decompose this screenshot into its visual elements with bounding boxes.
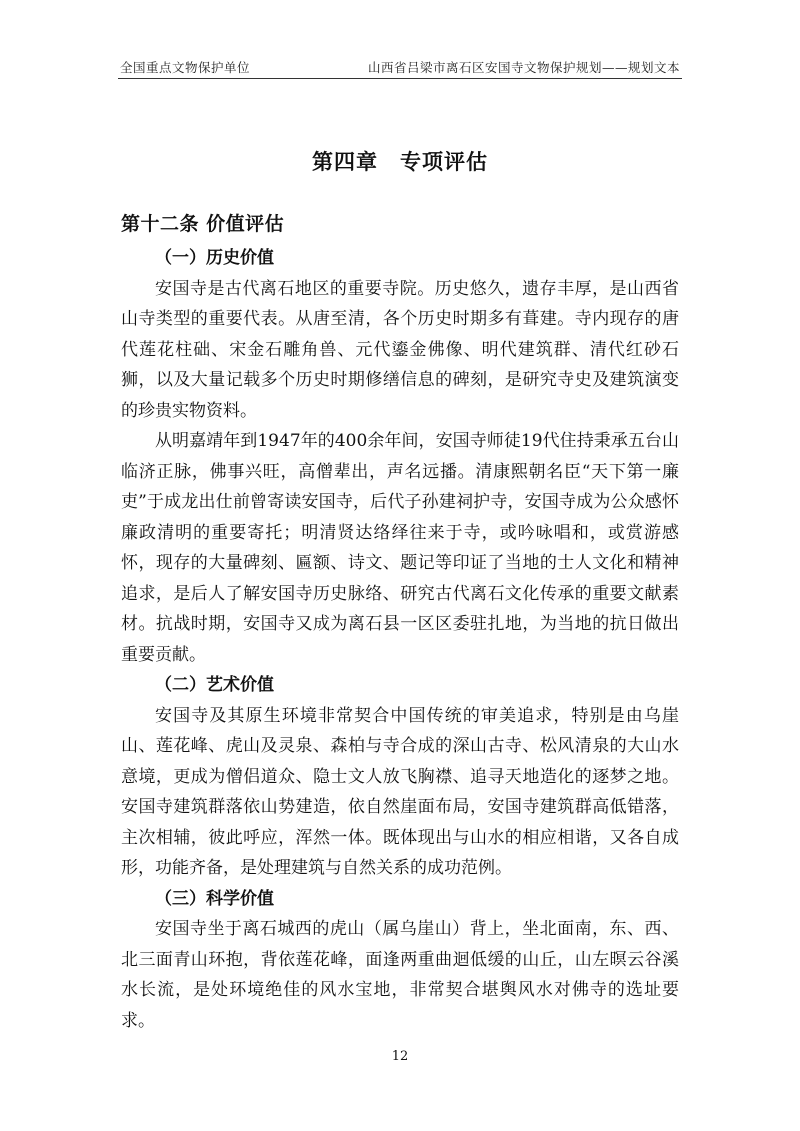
section-heading-art: （二）艺术价值	[155, 675, 274, 695]
art-paragraph-1: 安国寺及其原生环境非常契合中国传统的审美追求，特别是由乌崖山、莲花峰、虎山及灵泉、森柏与寺合成的深山古寺、松风清泉的大山水意境，更成为僧侣道众、隐士文人放飞胸襟、追寻天地造化的逐梦之地。安国寺建筑群落依山势建造，依自然崖面布局，安国寺建筑群高低错落，主次相辅，彼此呼应，浑然一体。既体现出与山水的相应相谐，又各自成形，功能齐备，是处理建筑与自然关系的成功范例。	[121, 705, 679, 878]
history-paragraph-2: 从明嘉靖年到1947年的400余年间，安国寺师徒19代住持秉承五台山临济正脉，佛事兴旺，高僧辈出，声名远播。清康熙朝名臣“天下第一廉吏”于成龙出仕前曾寄读安国寺，后代子孙建祠护寺，安国寺成为公众感怀廉政清明的重要寄托；明清贤达络绎往来于寺，或吟咏唱和，或赏游感怀，现存的大量碑刻、匾额、诗文、题记等印证了当地的士人文化和精神追求，是后人了解安国寺历史脉络、研究古代离石文化传承的重要文献素材。抗战时期，安国寺又成为离石县一区区委驻扎地，为当地的抗日做出重要贡献。	[121, 431, 679, 665]
page-number: 12	[391, 1049, 409, 1064]
body-text	[121, 243, 679, 1036]
section-heading-science: （三）科学价值	[155, 888, 274, 909]
chapter-title: 第四章 专项评估	[312, 149, 488, 174]
header-right: 山西省吕梁市离石区安国寺文物保护规划——规划文本	[367, 60, 680, 75]
history-paragraph-1: 安国寺是古代离石地区的重要寺院。历史悠久，遗存丰厚，是山西省山寺类型的重要代表。从唐至清，各个历史时期多有葺建。寺内现存的唐代莲花柱础、宋金石雕角兽、元代鎏金佛像、明代建筑群、清代红砂石狮，以及大量记载多个历史时期修缮信息的碑刻，是研究寺史及建筑演变的珍贵实物资料。	[121, 278, 679, 421]
science-paragraph-1: 安国寺坐于离石城西的虎山（属乌崖山）背上，坐北面南，东、西、北三面青山环抱，背依莲花峰，面逢两重曲迴低缓的山丘，山左暝云谷溪水长流，是处环境绝佳的风水宝地，非常契合堪舆风水对佛寺的选址要求。	[121, 919, 679, 1031]
section-heading-history: （一）历史价值	[155, 248, 274, 268]
header-left: 全国重点文物保护单位	[120, 60, 251, 75]
running-header	[118, 58, 682, 79]
article-title: 第十二条 价值评估	[121, 213, 285, 235]
